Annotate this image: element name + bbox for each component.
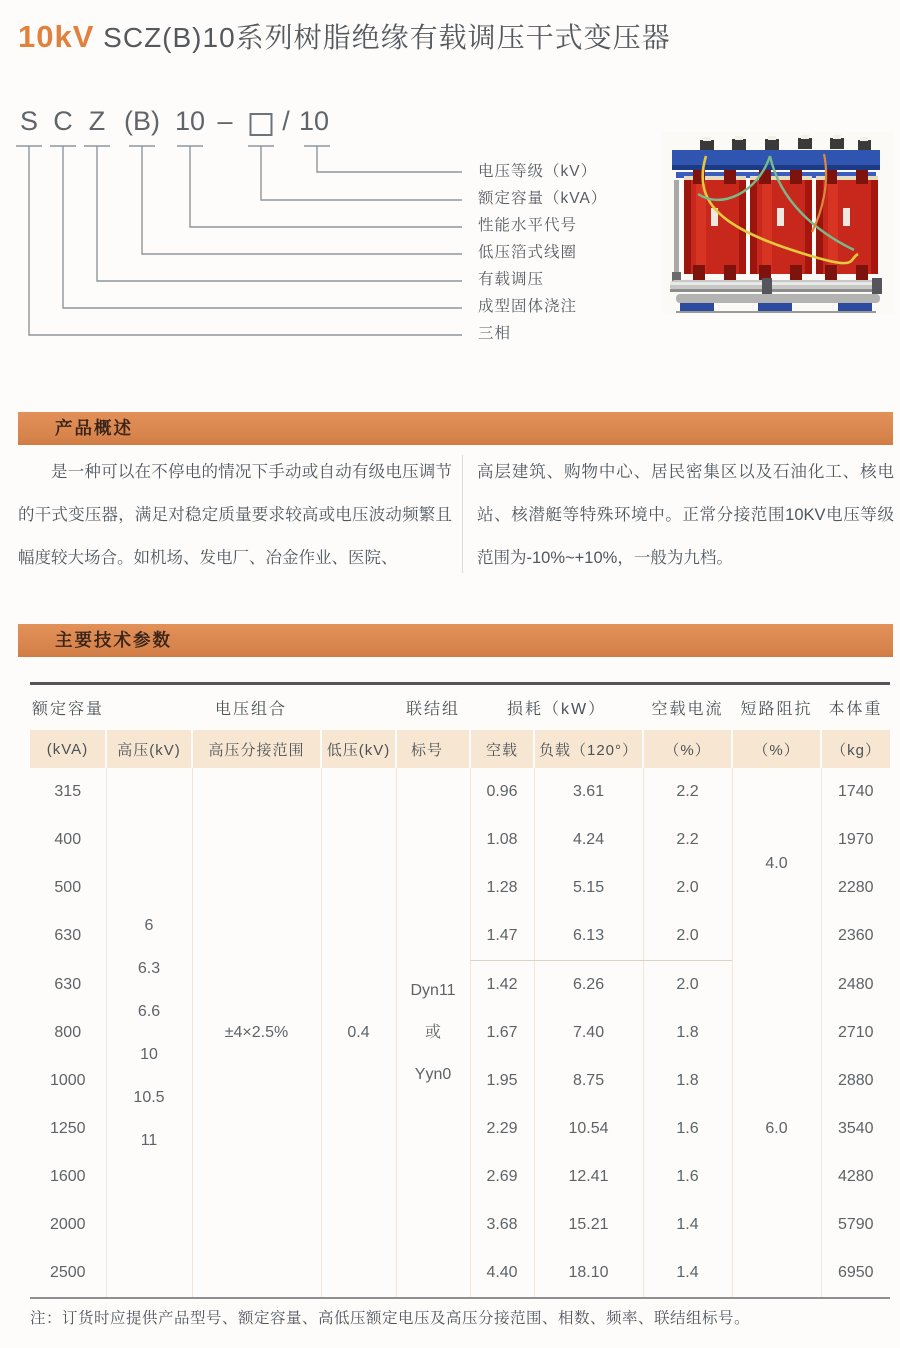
designation-label: 性能水平代号 [478,217,578,234]
parameters-heading: 主要技术参数 [55,630,172,650]
model-symbol: 10 [174,106,206,136]
kva-cell: 400 [54,831,82,848]
designation-label: 低压箔式线圈 [478,244,578,261]
designation-label: 三相 [478,325,512,342]
hv-value: 6.6 [137,1002,161,1020]
weight-cell: 6950 [821,1249,890,1298]
no-load-cell: 1.42 [470,961,534,1010]
load-cell: 7.40 [534,1009,643,1057]
load-cell: 15.21 [534,1201,643,1249]
hv-value: 11 [140,1131,158,1149]
weight-cell: 2880 [821,1057,890,1105]
weight-cell: 2280 [821,864,890,912]
model-symbol: (B) [124,106,160,136]
model-symbol: Z [88,106,106,136]
overview-text-left: 是一种可以在不停电的情况下手动或自动有级电压调节的干式变压器，满足对稳定质量要求较高或电压波动频繁且幅度较大场合。如机场、发电厂、冶金作业、医院、 [18,463,452,567]
weight-cell: 1970 [821,816,890,864]
kva-cell: 800 [54,1024,82,1041]
load-cell: 10.54 [534,1105,643,1153]
weight-cell: 2360 [821,912,890,961]
current-cell: 1.6 [643,1105,732,1153]
parameters-table [30,682,890,1299]
header-cell: 高压(kV) [106,730,192,768]
weight-cell: 3540 [821,1105,890,1153]
header-cell: 标号 [396,730,470,768]
header-cell: 联结组 [396,684,470,731]
current-cell: 1.8 [643,1009,732,1057]
model-symbol: S [19,106,39,136]
weight-cell: 2480 [821,961,890,1010]
current-cell: 2.2 [643,768,732,816]
tap-range-cell: ±4×2.5% [192,768,321,1298]
model-symbol: – [217,106,233,136]
section-bar-parameters [18,624,893,657]
current-cell: 2.0 [643,912,732,961]
kva-cell: 630 [54,927,82,945]
current-cell: 1.6 [643,1153,732,1201]
current-cell: 2.0 [643,961,732,1010]
hv-value: 10.5 [133,1088,165,1106]
no-load-cell: 1.67 [470,1009,534,1057]
overview-heading: 产品概述 [55,418,133,438]
no-load-cell: 1.28 [470,864,534,912]
designation-label: 额定容量（kVA） [478,190,608,207]
kva-cell: 2500 [49,1264,86,1281]
section-bar-overview [18,412,893,445]
header-cell: （%） [732,730,821,768]
impedance-cell: 4.0 [732,768,821,961]
load-cell: 6.13 [534,912,643,961]
header-cell: 电压组合 [106,684,396,731]
designation-label: 有载调压 [478,271,545,288]
header-cell: 空载电流 [643,684,732,731]
weight-cell: 5790 [821,1201,890,1249]
header-cell: (kVA) [30,730,106,768]
header-cell: 额定容量 [30,684,106,731]
kva-cell: 315 [54,783,82,800]
lv-cell: 0.4 [321,768,396,1298]
kva-cell: 1600 [49,1168,86,1185]
load-cell: 12.41 [534,1153,643,1201]
header-cell: 短路阻抗 [732,684,821,731]
current-cell: 2.2 [643,816,732,864]
no-load-cell: 1.95 [470,1057,534,1105]
header-cell: （%） [643,730,732,768]
designation-label: 成型固体浇注 [478,298,578,315]
title-text: SCZ(B)10系列树脂绝缘有载调压干式变压器 [94,22,671,53]
kva-cell: 500 [54,879,82,896]
hv-values-cell [106,768,192,1298]
weight-cell: 1740 [821,768,890,816]
overview-text-right: 高层建筑、购物中心、居民密集区以及石油化工、核电站、核潜艇等特殊环境中。正常分接范围10KV电压等级范围为-10%~+10%，一般为九档。 [477,463,894,567]
load-cell: 6.26 [534,961,643,1010]
load-cell: 5.15 [534,864,643,912]
current-cell: 1.4 [643,1201,732,1249]
model-symbol: C [53,106,73,136]
transformer-photo [662,132,894,314]
impedance-cell: 6.0 [732,961,821,1299]
no-load-cell: 3.68 [470,1201,534,1249]
vector-group-cell [396,768,470,1298]
model-symbol: 10 [298,106,330,136]
weight-cell: 4280 [821,1153,890,1201]
designation-label: 电压等级（kV） [478,163,598,180]
kva-cell: 1000 [49,1072,86,1089]
header-cell: 低压(kV) [321,730,396,768]
no-load-cell: 2.69 [470,1153,534,1201]
no-load-cell: 1.08 [470,816,534,864]
kva-cell: 2000 [49,1216,86,1233]
no-load-cell: 0.96 [470,768,534,816]
current-cell: 2.0 [643,864,732,912]
vector-group-value: Dyn11 [410,981,456,999]
hv-value: 6.3 [137,959,161,977]
hv-value: 6 [144,916,154,934]
header-cell: 负载（120°） [534,730,643,768]
header-cell: 高压分接范围 [192,730,321,768]
model-designation-lines [0,100,470,360]
title-voltage-prefix: 10kV [18,19,95,54]
vector-group-value: Yyn0 [414,1065,452,1083]
no-load-cell: 4.40 [470,1249,534,1298]
header-cell: 损耗（kW） [470,684,643,731]
kva-cell: 630 [54,975,82,993]
table-row [30,768,890,816]
header-cell: 空载 [470,730,534,768]
header-cell: 本体重 [821,684,890,731]
no-load-cell: 2.29 [470,1105,534,1153]
order-note: 注：订货时应提供产品型号、额定容量、高低压额定电压及高压分接范围、相数、频率、联结组标号。 [30,1310,751,1327]
no-load-cell: 1.47 [470,912,534,961]
page-title [18,16,671,56]
current-cell: 1.8 [643,1057,732,1105]
table-header-row-2 [30,730,890,768]
hv-value: 10 [140,1045,158,1063]
table-header-row-1 [30,684,890,731]
load-cell: 4.24 [534,816,643,864]
header-cell: （kg） [821,730,890,768]
model-symbol: / [282,106,290,136]
weight-cell: 2710 [821,1009,890,1057]
load-cell: 18.10 [534,1249,643,1298]
kva-cell: 1250 [49,1120,86,1137]
column-divider [462,455,463,573]
vector-group-value: 或 [425,1023,442,1041]
load-cell: 8.75 [534,1057,643,1105]
load-cell: 3.61 [534,768,643,816]
current-cell: 1.4 [643,1249,732,1298]
